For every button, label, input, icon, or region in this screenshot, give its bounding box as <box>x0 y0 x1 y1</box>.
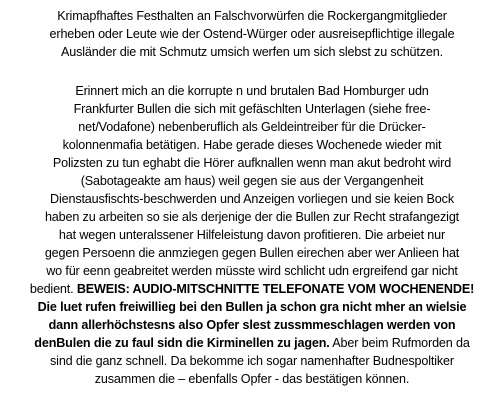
text-line: kolonnenmafia betätigen. Habe gerade dieses Wochenede wieder mit <box>62 138 442 152</box>
text-line: Dienstausfischts-beschwerden und Anzeigen vorliegen und sie keien Bock <box>50 192 454 206</box>
mixed-text-line <box>0 335 504 351</box>
text-line: Erinnert mich an die korrupte n und brutalen Bad Homburger udn <box>75 84 429 98</box>
text-line: haben zu arbeiten so sie als derjenige der die Bullen zur Recht strafangezigt <box>44 210 460 224</box>
normal-text: bedient. <box>29 282 77 296</box>
text-line: gegen Persoenn die anmziegen gegen Bullen eirechen aber wer Anlieen hat <box>44 246 460 260</box>
text-line: Krimapfhaftes Festhalten an Falschvorwürfen die Rockergangmitglieder <box>57 9 447 23</box>
bold-text: BEWEIS: AUDIO-MITSCHNITTE TELEFONATE VOM WOCHENENDE! <box>76 282 475 296</box>
mixed-text-line <box>0 281 504 297</box>
text-line: Polizsten zu tun eghabt die Hörer aufknallen wenn man akut bedroht wird <box>52 156 452 170</box>
normal-text: Aber beim Rufmorden da <box>329 336 470 350</box>
bold-text: denBulen die zu faul sidn die Kirminellen zu jagen. <box>34 336 330 350</box>
text-line: Ausländer die mit Schmutz umsich werfen um sich slebst zu schützen. <box>61 45 443 59</box>
bold-text-line: dann allerhöchstesns also Opfer slest zussmmeschlagen werden von <box>48 318 456 332</box>
text-line: hat wegen unteralssener Hilfeleistung davon profitieren. Die arbeiet nur <box>58 228 446 242</box>
text-line: Frankfurter Bullen die sich mit gefäschlten Unterlagen (siehe free- <box>73 102 431 116</box>
bold-text-line: Die luet rufen freiwillieg bei den Bullen ja schon gra nicht mher an wielsie <box>37 300 467 314</box>
text-line: net/Vodafone) nebenberuflich als Geldeintreiber für die Drücker- <box>78 120 426 134</box>
text-line: zusammen die – ebenfalls Opfer - das bestätigen können. <box>94 372 410 386</box>
text-line: wo für eenn geabreitet werden müsste wird schlicht udn ergreifend gar nicht <box>46 264 458 278</box>
text-line: erheben oder Leute wie der Ostend-Würger oder ausreisepflichtige illegale <box>49 27 455 41</box>
text-line: (Sabotageakte am haus) weil gegen sie aus der Vergangenheit <box>80 174 424 188</box>
text-line: sind die ganz schnell. Da bekomme ich sogar namenhafter Budnespoltiker <box>50 354 454 368</box>
